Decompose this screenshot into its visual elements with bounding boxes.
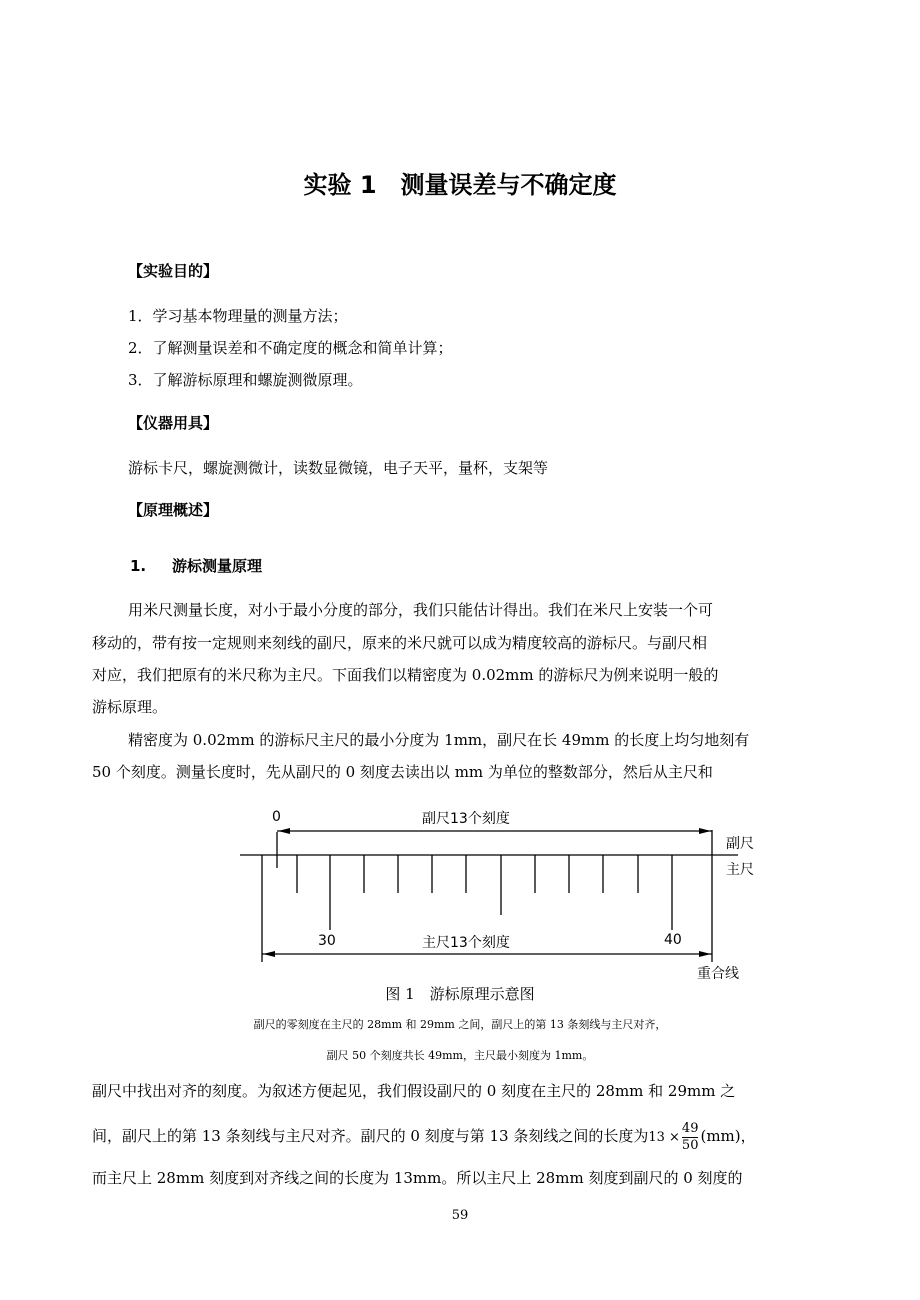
main-40-label: 40 bbox=[664, 932, 682, 948]
figure-note: 副尺的零刻度在主尺的 28mm 和 29mm 之间，副尺上的第 13 条刻线与主尺对齐， bbox=[253, 1018, 667, 1031]
list-item: 3．了解游标原理和螺旋测微原理。 bbox=[128, 371, 363, 389]
heading-principle: 【原理概述】 bbox=[128, 501, 219, 519]
fraction bbox=[682, 1121, 699, 1154]
figure-caption: 图 1 游标原理示意图 bbox=[385, 985, 535, 1003]
paragraph-line: 副尺中找出对齐的刻度。为叙述方便起见，我们假设副尺的 0 刻度在主尺的 28mm 和 29mm 之 bbox=[92, 1082, 736, 1100]
text: 间，副尺上的第 13 条刻线与主尺对齐。副尺的 0 刻度与第 13 条刻线之间的长度为 bbox=[92, 1127, 649, 1145]
vernier-span-label: 副尺13个刻度 bbox=[422, 811, 510, 827]
paragraph-line: 游标原理。 bbox=[92, 698, 168, 716]
denominator: 50 bbox=[681, 1137, 699, 1153]
subheading-title: 游标测量原理 bbox=[172, 557, 263, 575]
heading-purpose: 【实验目的】 bbox=[128, 262, 219, 280]
coincide-label: 重合线 bbox=[697, 966, 739, 982]
paragraph-line: 而主尺上 28mm 刻度到对齐线之间的长度为 13mm。所以主尺上 28mm 刻度到副尺的 0 刻度的 bbox=[92, 1169, 743, 1187]
formula-prefix: 13 × bbox=[648, 1130, 680, 1145]
paragraph-line: 对应，我们把原有的米尺称为主尺。下面我们以精密度为 0.02mm 的游标尺为例来说明一般的 bbox=[92, 666, 719, 684]
main-30-label: 30 bbox=[318, 933, 336, 949]
main-scale-label: 主尺 bbox=[726, 862, 754, 878]
main-span-label: 主尺13个刻度 bbox=[422, 935, 510, 951]
list-item: 2．了解测量误差和不确定度的概念和简单计算； bbox=[128, 339, 453, 357]
heading-instruments: 【仪器用具】 bbox=[128, 414, 219, 432]
page-title: 实验 1 测量误差与不确定度 bbox=[303, 171, 617, 199]
paragraph-line: 50 个刻度。测量长度时，先从副尺的 0 刻度去读出以 mm 为单位的整数部分，然后从主尺和 bbox=[92, 763, 713, 781]
subheading-number: 1. bbox=[130, 557, 147, 575]
numerator: 49 bbox=[681, 1120, 699, 1136]
vernier-zero-label: 0 bbox=[272, 809, 281, 825]
paragraph-line: 移动的，带有按一定规则来刻线的副尺，原来的米尺就可以成为精度较高的游标尺。与副尺相 bbox=[92, 634, 708, 652]
formula-suffix: (mm)， bbox=[700, 1127, 756, 1145]
instruments-text: 游标卡尺，螺旋测微计，读数显微镜，电子天平，量杯，支架等 bbox=[128, 459, 549, 477]
figure-note: 副尺 50 个刻度共长 49mm，主尺最小刻度为 1mm。 bbox=[326, 1049, 594, 1062]
paragraph-line-formula bbox=[92, 1116, 756, 1158]
paragraph-line: 精密度为 0.02mm 的游标尺主尺的最小分度为 1mm，副尺在长 49mm 的长度上均匀地刻有 bbox=[128, 731, 750, 749]
list-item: 1．学习基本物理量的测量方法； bbox=[128, 307, 348, 325]
vernier-label: 副尺 bbox=[726, 836, 754, 852]
page-number: 59 bbox=[451, 1208, 469, 1223]
paragraph-line: 用米尺测量长度，对小于最小分度的部分，我们只能估计得出。我们在米尺上安装一个可 bbox=[128, 601, 714, 619]
